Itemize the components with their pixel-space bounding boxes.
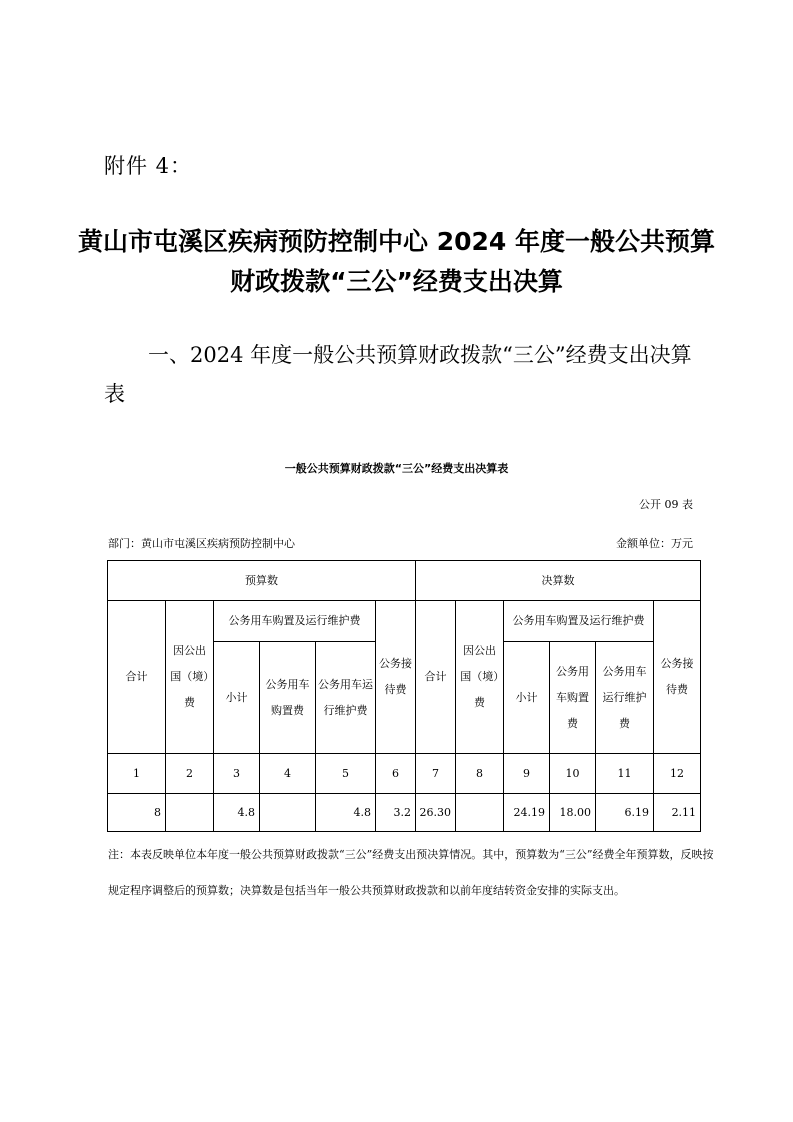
column-number-row [108, 754, 701, 794]
value-budget-subtotal: 4.8 [214, 794, 260, 832]
value-final-abroad [456, 794, 504, 832]
column-number: 6 [376, 754, 416, 794]
final-abroad-header: 因公出国（境）费 [456, 601, 504, 754]
attachment-label: 附件 4： [104, 154, 193, 178]
value-budget-vehicle-operation: 4.8 [316, 794, 376, 832]
value-final-vehicle-purchase: 18.00 [550, 794, 596, 832]
value-final-subtotal: 24.19 [504, 794, 550, 832]
column-number: 1 [108, 754, 166, 794]
sub-header-row [108, 601, 701, 642]
column-number: 5 [316, 754, 376, 794]
value-budget-abroad [166, 794, 214, 832]
column-number: 8 [456, 754, 504, 794]
amount-unit-label: 金额单位：万元 [616, 537, 693, 550]
column-number: 2 [166, 754, 214, 794]
value-final-vehicle-operation: 6.19 [596, 794, 654, 832]
department-label: 部门：黄山市屯溪区疾病预防控制中心 [108, 537, 295, 550]
budget-subtotal-header: 小计 [214, 642, 260, 754]
budget-vehicle-purchase-header: 公务用车购置费 [260, 642, 316, 754]
form-number: 公开 09 表 [639, 498, 693, 511]
section-heading-line2: 表 [104, 382, 125, 406]
section-heading-line1: 一、2024 年度一般公共预算财政拨款“三公”经费支出决算 [148, 343, 692, 367]
budget-abroad-header: 因公出国（境）费 [166, 601, 214, 754]
value-budget-total: 8 [108, 794, 166, 832]
final-total-header: 合计 [416, 601, 456, 754]
column-number: 3 [214, 754, 260, 794]
column-number: 12 [654, 754, 701, 794]
budget-reception-header: 公务接待费 [376, 601, 416, 754]
final-vehicle-purchase-header: 公务用车购置费 [550, 642, 596, 754]
three-public-expenses-table [107, 560, 701, 832]
budget-vehicle-operation-header: 公务用车运行维护费 [316, 642, 376, 754]
document-title-line2: 财政拨款“三公”经费支出决算 [230, 267, 563, 296]
column-number: 11 [596, 754, 654, 794]
budget-group-header: 预算数 [108, 561, 416, 601]
value-final-total: 26.30 [416, 794, 456, 832]
note-line2: 规定程序调整后的预算数；决算数是包括当年一般公共预算财政拨款和以前年度结转资金安排的实际支出。 [108, 884, 625, 897]
budget-vehicle-group-header: 公务用车购置及运行维护费 [214, 601, 376, 642]
table-row [108, 794, 701, 832]
final-group-header: 决算数 [416, 561, 701, 601]
table-title: 一般公共预算财政拨款“三公”经费支出决算表 [284, 462, 509, 475]
column-number: 7 [416, 754, 456, 794]
value-budget-reception: 3.2 [376, 794, 416, 832]
budget-total-header: 合计 [108, 601, 166, 754]
document-title-line1: 黄山市屯溪区疾病预防控制中心 2024 年度一般公共预算 [78, 227, 715, 256]
final-vehicle-group-header: 公务用车购置及运行维护费 [504, 601, 654, 642]
group-header-row [108, 561, 701, 601]
final-reception-header: 公务接待费 [654, 601, 701, 754]
final-vehicle-operation-header: 公务用车运行维护费 [596, 642, 654, 754]
column-number: 10 [550, 754, 596, 794]
value-budget-vehicle-purchase [260, 794, 316, 832]
final-subtotal-header: 小计 [504, 642, 550, 754]
column-number: 4 [260, 754, 316, 794]
value-final-reception: 2.11 [654, 794, 701, 832]
column-number: 9 [504, 754, 550, 794]
note-line1: 注：本表反映单位本年度一般公共预算财政拨款“三公”经费支出预决算情况。其中，预算数为“三公”经费全年预算数，反映按 [108, 848, 714, 861]
